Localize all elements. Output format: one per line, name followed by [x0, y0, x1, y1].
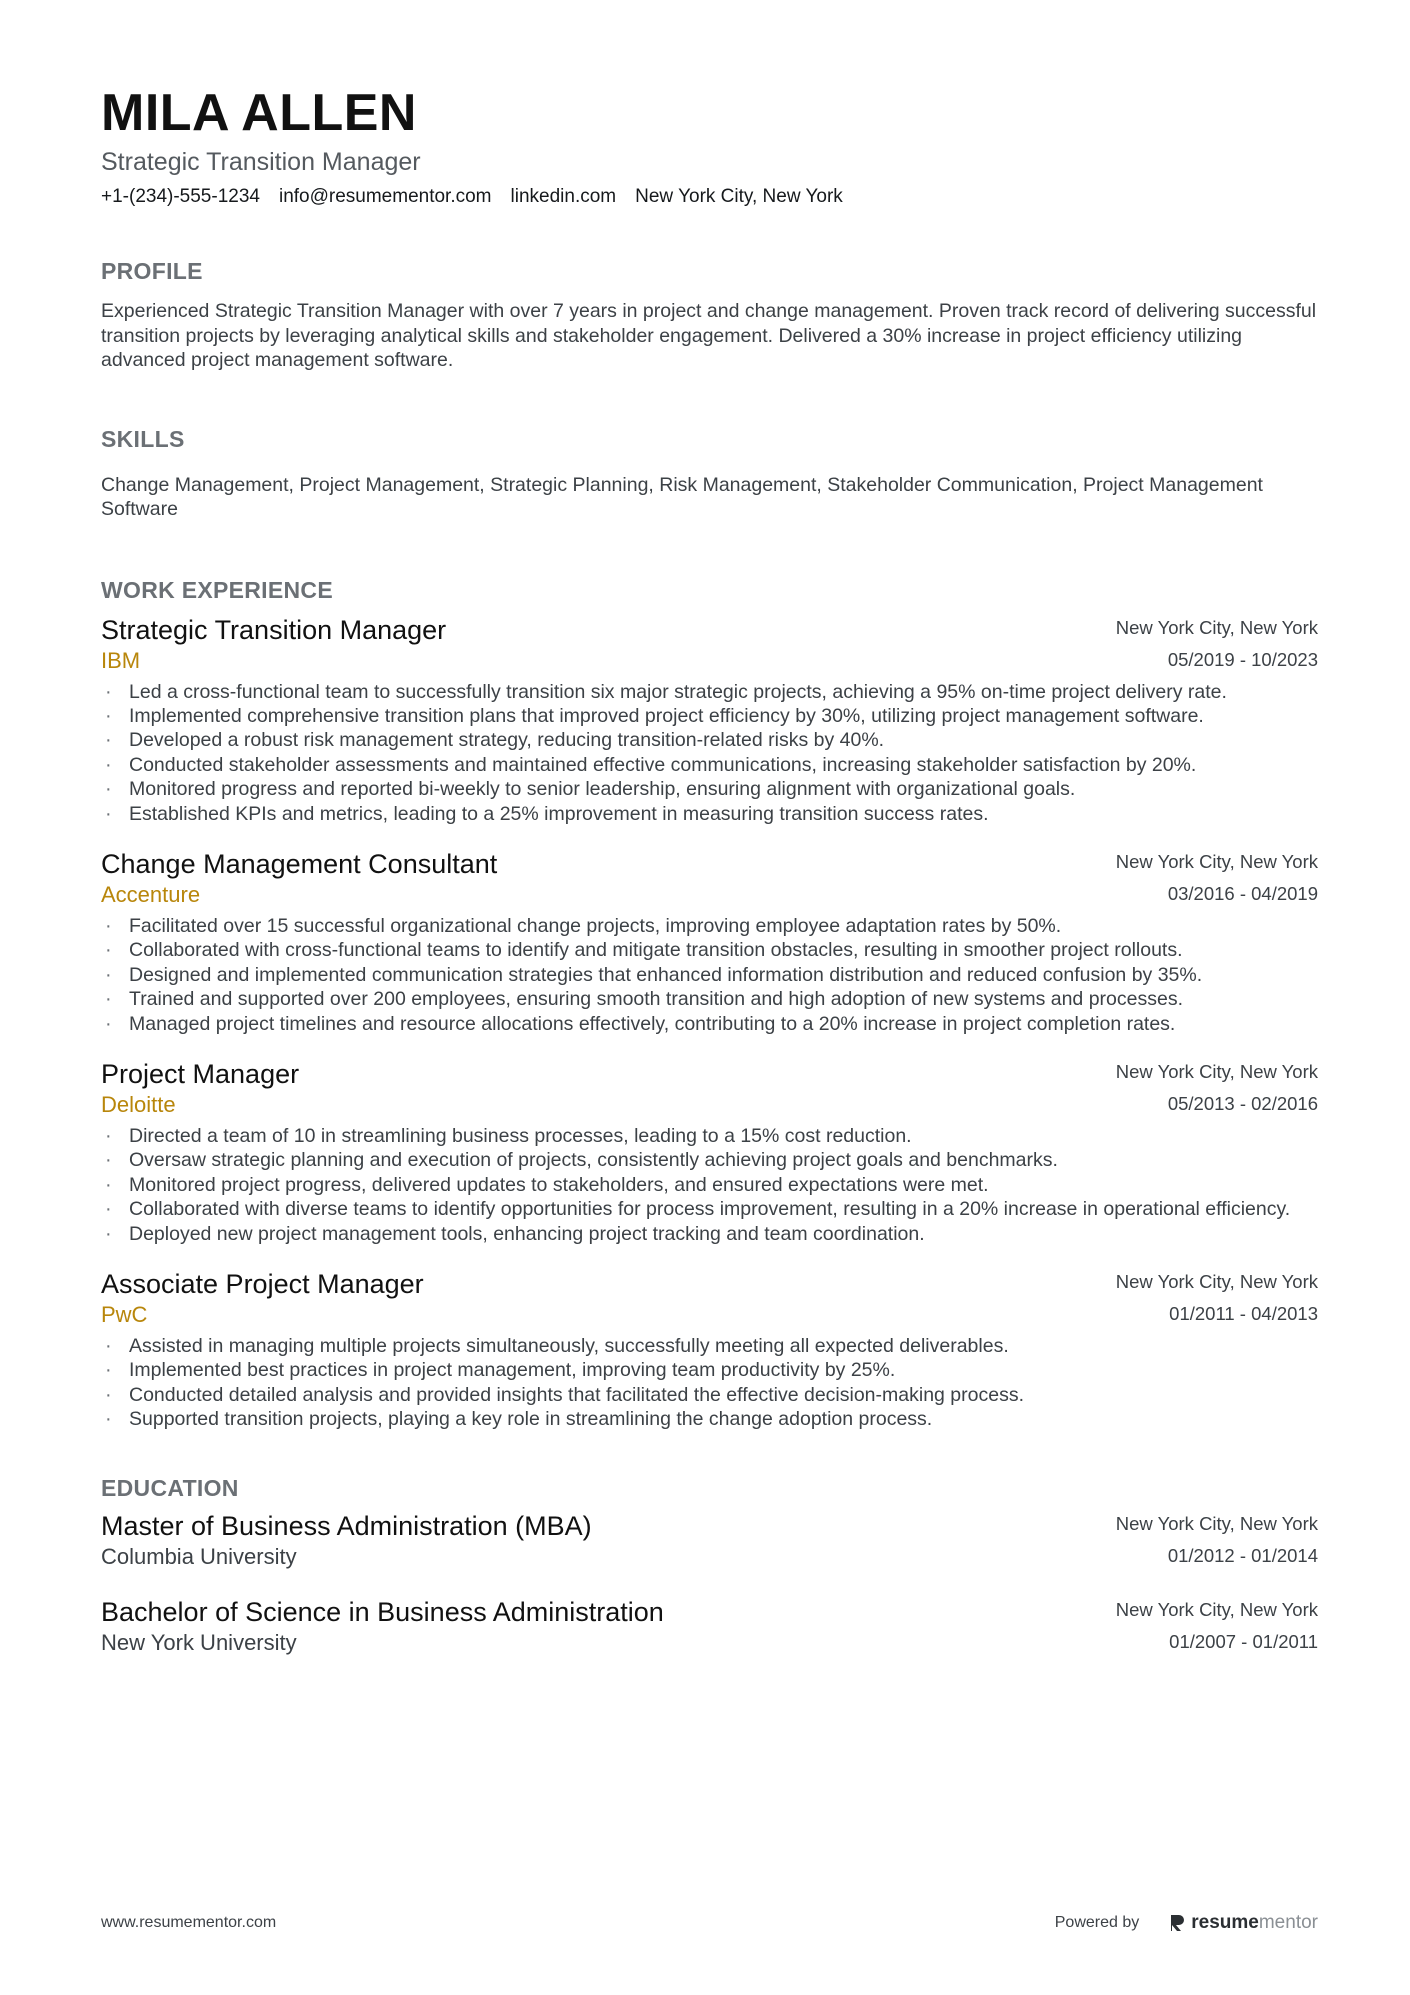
job-company: Deloitte: [101, 1091, 176, 1117]
section-title: SKILLS: [101, 425, 185, 452]
brand-logo[interactable]: [1169, 1912, 1318, 1934]
job-bullets: [101, 1334, 1318, 1432]
job-bullet: · Collaborated with diverse teams to identify opportunities for process improvement, resulting in a 20% increase in operational efficiency.: [101, 1197, 1318, 1221]
education-location: New York City, New York: [1115, 1598, 1318, 1620]
job-dates: 05/2019 - 10/2023: [1167, 648, 1318, 670]
job-bullets: [101, 914, 1318, 1036]
job-bullet: · Monitored project progress, delivered updates to stakeholders, and ensured expectations were met.: [101, 1173, 1318, 1197]
contact-phone: +1-(234)-555-1234: [101, 186, 260, 207]
contact-linkedin[interactable]: linkedin.com: [510, 186, 617, 207]
skills-section: [101, 424, 1318, 522]
job-bullet: · Collaborated with cross-functional teams to identify and mitigate transition obstacles, resulting in smoother project rollouts.: [101, 938, 1318, 962]
job-dates: 05/2013 - 02/2016: [1167, 1092, 1318, 1114]
education-location: New York City, New York: [1115, 1512, 1318, 1534]
skills-text: Change Management, Project Management, Strategic Planning, Risk Management, Stakeholder Communication, Project Management Software: [101, 473, 1263, 520]
job-location: New York City, New York: [1115, 1271, 1318, 1292]
page-footer: [101, 1912, 1318, 1934]
job-title: Change Management Consultant: [101, 848, 498, 879]
job-bullet: · Designed and implemented communication strategies that enhanced information distribution and reduced confusion by 35%.: [101, 963, 1318, 987]
contact-line: [101, 184, 1318, 210]
section-title: WORK EXPERIENCE: [101, 576, 333, 603]
candidate-headline: Strategic Transition Manager: [101, 148, 421, 176]
school: Columbia University: [101, 1543, 297, 1569]
job-bullet: · Directed a team of 10 in streamlining business processes, leading to a 15% cost reduction.: [101, 1124, 1318, 1148]
job-bullet: · Facilitated over 15 successful organizational change projects, improving employee adaptation rates by 50%.: [101, 914, 1318, 938]
job-dates: 03/2016 - 04/2019: [1167, 882, 1318, 904]
job-entry: [101, 1267, 1318, 1432]
job-company: PwC: [101, 1302, 148, 1327]
education-dates: 01/2012 - 01/2014: [1167, 1544, 1318, 1566]
job-entry: [101, 1057, 1318, 1246]
job-bullet: · Assisted in managing multiple projects simultaneously, successfully meeting all expected deliverables.: [101, 1334, 1318, 1358]
profile-text: Experienced Strategic Transition Manager with over 7 years in project and change management. Proven track record of delivering successful transition projects by leveraging analytical skills and stakeholder engagement. Delivered a 30% increase in project efficiency utilizing advanced project management software.: [101, 300, 1317, 371]
job-location: New York City, New York: [1115, 616, 1318, 638]
job-bullet: · Conducted detailed analysis and provided insights that facilitated the effective decision-making process.: [101, 1383, 1318, 1407]
education-entry: [101, 1509, 1318, 1571]
degree: Master of Business Administration (MBA): [101, 1510, 592, 1541]
job-bullet: · Developed a robust risk management strategy, reducing transition-related risks by 40%.: [101, 728, 1318, 752]
job-bullets: [101, 1124, 1318, 1246]
contact-email[interactable]: info@resumementor.com: [278, 186, 492, 207]
job-bullets: [101, 680, 1318, 826]
powered-by: [1055, 1912, 1318, 1934]
job-bullet: · Managed project timelines and resource allocations effectively, contributing to a 20% increase in project completion rates.: [101, 1012, 1318, 1036]
job-bullet: · Implemented comprehensive transition plans that improved project efficiency by 30%, utilizing project management software.: [101, 704, 1318, 728]
section-title: EDUCATION: [101, 1474, 239, 1501]
job-title: Strategic Transition Manager: [101, 614, 447, 645]
job-bullet: · Led a cross-functional team to successfully transition six major strategic projects, achieving a 95% on-time project delivery rate.: [101, 680, 1318, 704]
profile-section: [101, 256, 1318, 373]
job-location: New York City, New York: [1115, 1060, 1318, 1082]
job-title: Associate Project Manager: [101, 1269, 424, 1299]
job-location: New York City, New York: [1115, 850, 1318, 872]
degree: Bachelor of Science in Business Administration: [101, 1596, 664, 1627]
education-section: [101, 1473, 1318, 1657]
job-bullet: · Deployed new project management tools, enhancing project tracking and team coordination.: [101, 1222, 1318, 1246]
section-title: PROFILE: [101, 258, 203, 284]
job-entry: [101, 613, 1318, 826]
job-bullet: · Supported transition projects, playing a key role in streamlining the change adoption process.: [101, 1407, 1318, 1431]
candidate-name: MILA ALLEN: [101, 84, 417, 142]
brand-name-light: mentor: [1258, 1912, 1318, 1933]
powered-by-label: Powered by: [1054, 1914, 1140, 1931]
resumementor-logo-icon: [1169, 1913, 1185, 1933]
school: New York University: [101, 1629, 297, 1655]
job-title: Project Manager: [101, 1058, 300, 1089]
contact-location: New York City, New York: [635, 186, 843, 207]
work-experience-section: [101, 575, 1318, 1432]
job-bullet: · Implemented best practices in project management, improving team productivity by 25%.: [101, 1358, 1318, 1382]
footer-url[interactable]: www.resumementor.com: [101, 1914, 277, 1931]
job-bullet: · Established KPIs and metrics, leading to a 25% improvement in measuring transition success rates.: [101, 802, 1318, 826]
job-dates: 01/2011 - 04/2013: [1169, 1303, 1318, 1324]
job-entry: [101, 847, 1318, 1036]
job-bullet: · Oversaw strategic planning and execution of projects, consistently achieving project goals and benchmarks.: [101, 1148, 1318, 1172]
job-company: IBM: [101, 647, 141, 673]
resume-page: [101, 82, 1318, 1657]
education-dates: 01/2007 - 01/2011: [1169, 1630, 1318, 1652]
job-bullet: · Conducted stakeholder assessments and maintained effective communications, increasing stakeholder satisfaction by 20%.: [101, 753, 1318, 777]
education-entry: [101, 1595, 1318, 1657]
brand-name-bold: resume: [1191, 1912, 1259, 1933]
brand-name: [1191, 1912, 1318, 1934]
job-bullet: · Trained and supported over 200 employees, ensuring smooth transition and high adoption of new systems and processes.: [101, 987, 1318, 1011]
job-bullet: · Monitored progress and reported bi-weekly to senior leadership, ensuring alignment with organizational goals.: [101, 777, 1318, 801]
job-company: Accenture: [101, 881, 201, 907]
